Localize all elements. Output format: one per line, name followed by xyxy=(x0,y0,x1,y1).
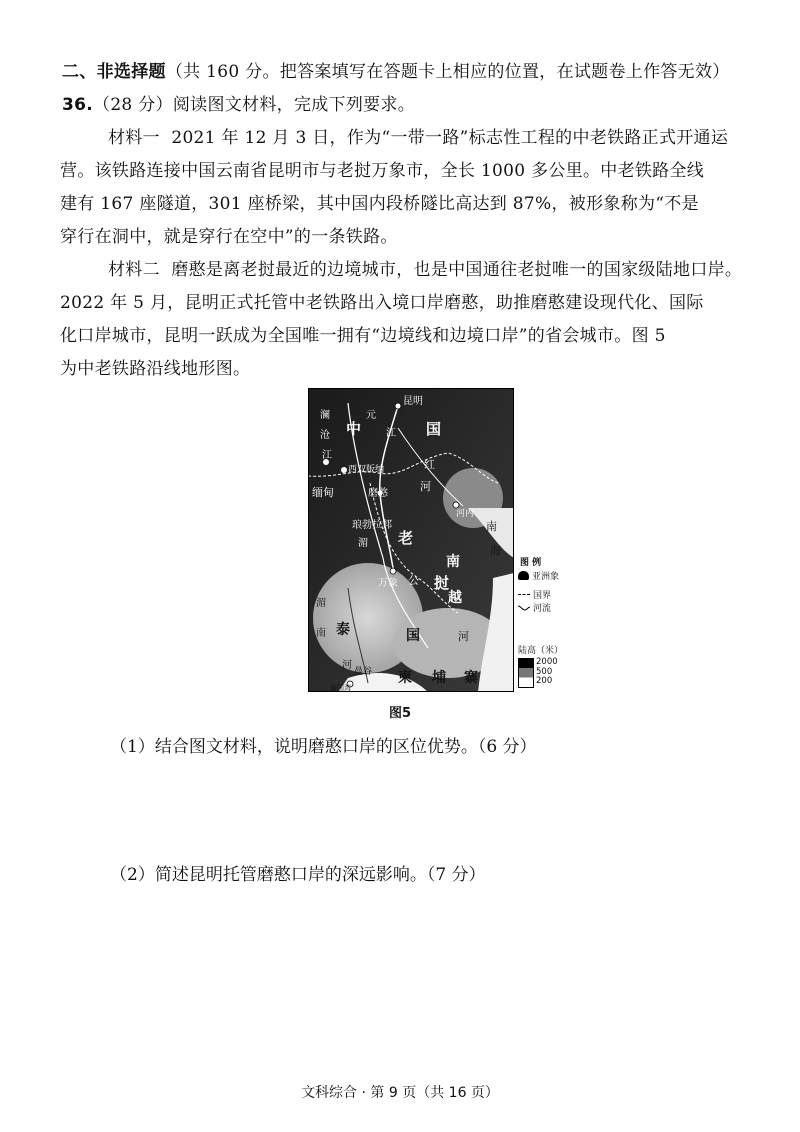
material1-line3: 建有 167 座隧道，301 座桥梁，其中国内段桥隧比高达到 87%，被形象称为“不是 xyxy=(60,194,699,214)
material2-line1 xyxy=(108,258,760,282)
legend-elephant xyxy=(518,569,559,582)
material2-label: 材料二 xyxy=(108,260,160,280)
legend-border-label: 国界 xyxy=(533,591,552,601)
legend-elephant-label: 亚洲象 xyxy=(532,572,560,582)
hanoi-marker xyxy=(453,502,459,508)
label-pattaya: 泰国湾 xyxy=(330,684,351,692)
label-yuanjiang-2: 江 xyxy=(386,428,396,439)
label-kunming: 昆明 xyxy=(403,396,423,407)
label-vientiane: 万象 xyxy=(378,578,398,589)
label-laos-1: 老 xyxy=(398,529,414,547)
legend-elevation-title: 陆高（米） xyxy=(518,646,564,656)
elevation-label: 200 xyxy=(536,676,553,686)
label-china-2: 国 xyxy=(426,420,442,438)
terrain-map xyxy=(308,388,514,692)
label-mekong: 湄 xyxy=(358,538,368,549)
label-hanoi: 河内 xyxy=(456,509,475,519)
label-cambodia-2: 埔 xyxy=(432,670,446,686)
elephant-icon xyxy=(341,467,347,473)
legend-river-label: 河流 xyxy=(533,604,552,614)
elevation-scale xyxy=(518,658,534,688)
label-myanmar: 缅甸 xyxy=(312,486,334,499)
label-lancang-3: 江 xyxy=(322,450,332,461)
label-menam-2: 南 xyxy=(316,628,326,639)
section-heading xyxy=(62,60,760,84)
label-menam-1: 湄 xyxy=(316,598,326,609)
material1-label: 材料一 xyxy=(108,128,160,148)
label-south-sea-1: 南 xyxy=(486,520,497,533)
page-footer: 文科综合 · 第 9 页（共 16 页） xyxy=(301,1085,499,1101)
legend-title: 图 例 xyxy=(520,558,542,568)
section-title: 二、非选择题 xyxy=(62,62,166,82)
question-intro-text: （28 分）阅读图文材料，完成下列要求。 xyxy=(93,95,416,115)
figure-caption: 图5 xyxy=(388,706,412,721)
sub-question-2: （2）简述昆明托管磨憨口岸的深远影响。（7 分） xyxy=(110,865,486,885)
label-mohan: 磨憨 xyxy=(368,488,388,499)
label-gong: 公 xyxy=(408,574,419,587)
label-lancang-1: 澜 xyxy=(320,410,330,421)
map-legend xyxy=(518,555,588,695)
label-thailand-2: 国 xyxy=(406,628,420,644)
sub-question-1: （1）结合图文材料，说明磨憨口岸的区位优势。（6 分） xyxy=(110,737,537,757)
terrain-map-svg xyxy=(308,388,514,692)
material2-line3: 化口岸城市，昆明一跃成为全国唯一拥有“边境线和边境口岸”的省会城市。图 5 xyxy=(60,326,666,346)
label-cambodia-1: 柬 xyxy=(398,670,412,686)
label-cambodia-3: 寨 xyxy=(464,670,478,686)
legend-border xyxy=(518,588,551,601)
question-intro xyxy=(62,93,760,117)
elevation-label: 2000 xyxy=(536,657,558,667)
kunming-marker xyxy=(395,403,401,409)
material1-line4: 穿行在洞中，就是穿行在空中”的一条铁路。 xyxy=(60,227,398,247)
label-south-sea-2: 海 xyxy=(490,544,501,557)
label-vietnam-1: 南 xyxy=(446,554,460,570)
label-xishuangbanna: 西双版纳 xyxy=(348,465,385,475)
elevation-label: 500 xyxy=(536,666,553,677)
material2-text: 磨憨是离老挝最近的边境城市，也是中国通往老挝唯一的国家级陆地口岸。 xyxy=(171,260,743,280)
elevation-labels xyxy=(536,658,558,687)
label-yuanjiang-1: 元 xyxy=(366,410,376,421)
material2-line2: 2022 年 5 月，昆明正式托管中老铁路出入境口岸磨憨，助推磨憨建设现代化、国际 xyxy=(60,293,704,313)
question-number: 36. xyxy=(62,95,94,115)
river-legend-icon xyxy=(518,604,530,612)
label-he: 河 xyxy=(458,630,469,643)
label-luangprabang: 琅勃拉邦 xyxy=(352,520,392,531)
elephant-legend-icon xyxy=(518,571,529,580)
border-legend-icon xyxy=(518,594,530,595)
label-laos-2: 挝 xyxy=(434,574,450,592)
label-red-river-2: 河 xyxy=(420,480,431,493)
label-menam-3: 河 xyxy=(342,660,352,671)
label-thailand-1: 泰 xyxy=(336,622,350,638)
label-bangkok: 曼谷 xyxy=(354,667,373,677)
material1-line2: 营。该铁路连接中国云南省昆明市与老挝万象市，全长 1000 多公里。中老铁路全线 xyxy=(60,161,705,181)
section-note: （共 160 分。把答案填写在答题卡上相应的位置，在试题卷上作答无效） xyxy=(165,62,730,82)
label-china-1: 中 xyxy=(346,420,362,438)
material1-line1 xyxy=(108,126,760,150)
material2-line4: 为中老铁路沿线地形图。 xyxy=(60,359,251,379)
material1-text: 2021 年 12 月 3 日，作为“一带一路”标志性工程的中老铁路正式开通运 xyxy=(171,128,729,148)
legend-river xyxy=(518,601,551,614)
label-red-river-1: 红 xyxy=(424,458,435,471)
label-vietnam-2: 越 xyxy=(448,590,462,606)
vientiane-marker xyxy=(390,568,396,574)
label-lancang-2: 沧 xyxy=(320,430,330,441)
